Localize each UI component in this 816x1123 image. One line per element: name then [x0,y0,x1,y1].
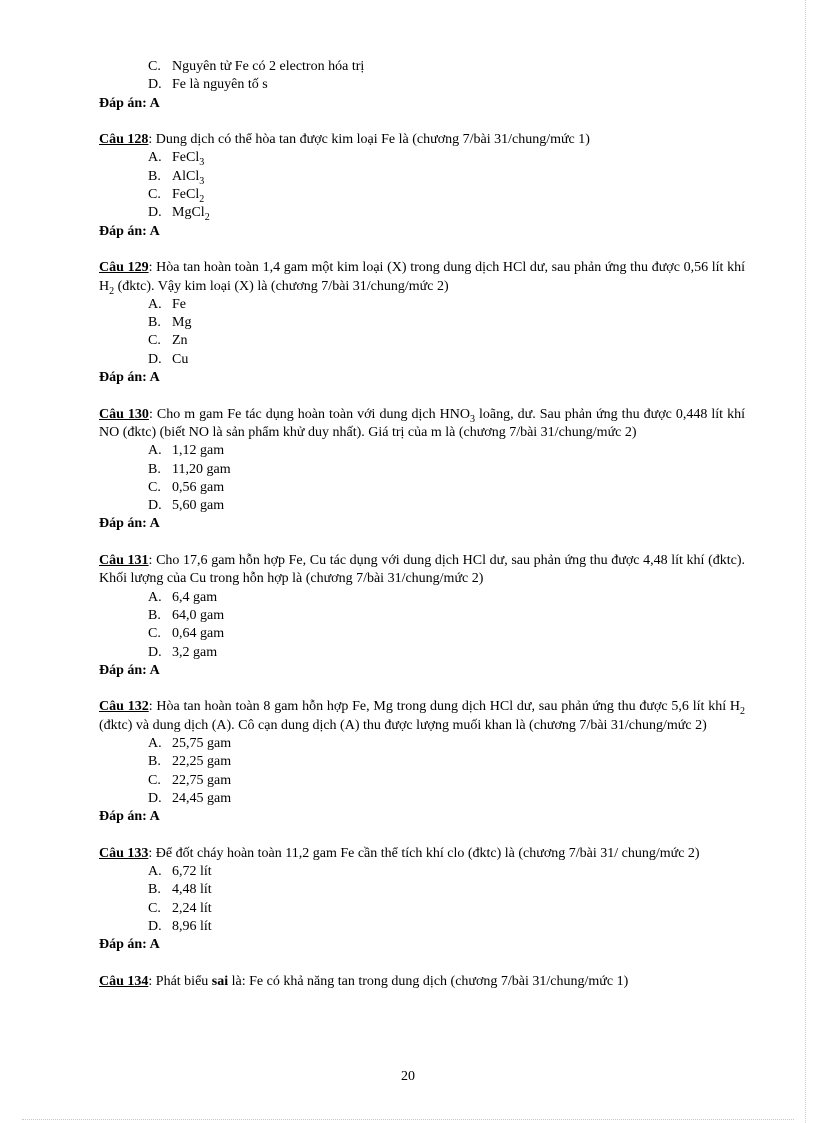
option: D. Cu [148,351,189,367]
option: C. 22,75 gam [148,772,232,788]
answer-line: Đáp án: A [99,516,160,532]
page-content [99,58,745,991]
option: A. 1,12 gam [148,443,225,459]
option: D. 5,60 gam [148,498,225,514]
question-133: Câu 133: Để đốt cháy hoàn toàn 11,2 gam Fe cần thể tích khí clo (đktc) là (chương 7/bài 31/ chung/mức 2) [99,845,700,861]
option: C. Nguyên tử Fe có 2 electron hóa trị [148,59,365,74]
option: D. 3,2 gam [148,644,218,660]
option: D. MgCl$_2$ [148,205,210,224]
option: B. 64,0 gam [148,607,225,623]
answer-line: Đáp án: A [99,370,160,386]
margin-divider [805,0,806,1123]
option: C. Zn [148,333,188,349]
page-number: 20 [401,1069,415,1084]
option: B. 22,25 gam [148,754,232,770]
option: C. FeCl$_2$ [148,187,205,205]
question-131: Câu 131: Cho 17,6 gam hỗn hợp Fe, Cu tác dụng với dung dịch HCl dư, sau phản ứng thu được 4,48 lít khí (đktc). Khối lượng của Cu trong hỗn hợp là (chương 7/bài 31/chung/mức 2) [99,553,745,587]
option: A. Fe [148,296,186,312]
option: B. Mg [148,315,192,331]
question-128: Câu 128: Dung dịch có thể hòa tan được kim loại Fe là (chương 7/bài 31/chung/mức 1) [99,132,590,148]
answer-line: Đáp án: A [99,809,160,825]
question-132: Câu 132: Hòa tan hoàn toàn 8 gam hỗn hợp Fe, Mg trong dung dịch HCl dư, sau phản ứng thu được 5,6 lít khí $H_2$ (đktc) và dung dịch (A). Cô cạn dung dịch (A) thu được lượng muối khan là (chương 7/bài 31/chung/mức 2) [99,699,745,733]
answer-line: Đáp án: A [99,223,160,239]
option: A. FeCl$_3$ [148,150,205,169]
answer-line: Đáp án: A [99,937,160,953]
footer-divider [22,1119,794,1120]
option: D. Fe là nguyên tố s [148,77,268,93]
option: A. 25,75 gam [148,735,232,751]
option: B. 11,20 gam [148,461,231,477]
question-134: Câu 134: Phát biểu sai là: Fe có khả năng tan trong dung dịch (chương 7/bài 31/chung/mức 1) [99,973,629,989]
question-129: Câu 129: Hòa tan hoàn toàn 1,4 gam một kim loại (X) trong dung dịch HCl dư, sau phản ứng thu được 0,56 lít khí $H_2$ (đktc). Vậy kim loại (X) là (chương 7/bài 31/chung/mức 2) [99,260,745,297]
answer-line: Đáp án: A [99,662,160,678]
option: C. 2,24 lít [148,900,212,916]
option: D. 8,96 lít [148,918,212,934]
question-130: Câu 130: Cho m gam Fe tác dụng hoàn toàn với dung dịch $HNO_3$ loãng, dư. Sau phản ứng thu được 0,448 lít khí NO (đktc) (biết NO là sản phẩm khử duy nhất). Giá trị của m là (chương 7/bài 31/chung/mức 2) [99,406,745,440]
option: B. AlCl$_3$ [148,168,205,187]
option: C. 0,64 gam [148,626,225,642]
option: B. 4,48 lít [148,882,212,898]
answer-line: Đáp án: A [99,95,160,111]
option: D. 24,45 gam [148,790,232,806]
option: A. 6,4 gam [148,589,218,605]
option: C. 0,56 gam [148,479,225,495]
option: A. 6,72 lít [148,864,212,880]
